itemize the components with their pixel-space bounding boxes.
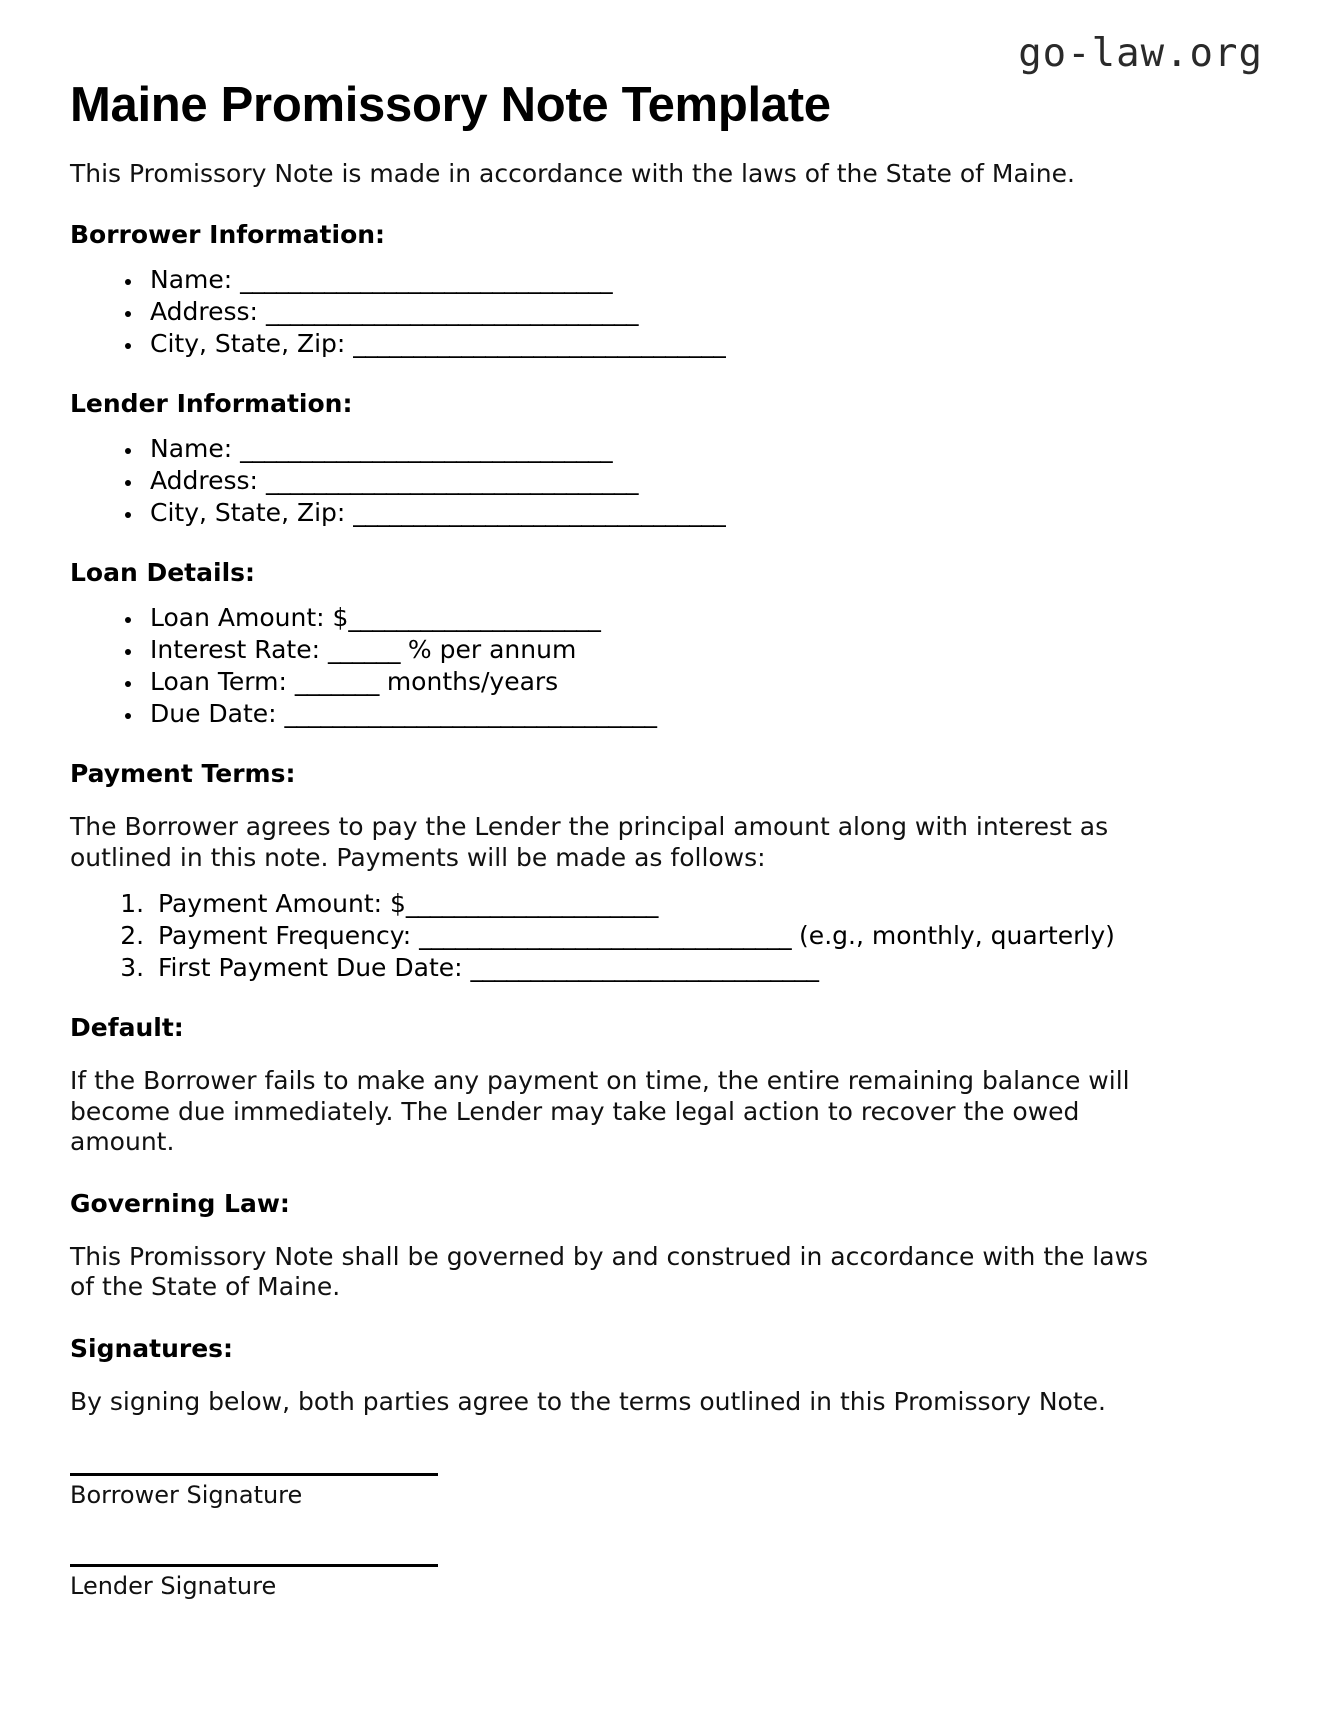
borrower-signature-label: Borrower Signature: [70, 1481, 303, 1510]
field-label: First Payment Due Date:: [158, 953, 471, 983]
fill-blank[interactable]: _______________________________: [265, 297, 638, 327]
list-item: [144, 667, 1263, 696]
field-label: Payment Frequency:: [158, 921, 420, 951]
fill-blank[interactable]: _____________________: [405, 889, 658, 919]
payment-terms-paragraph: The Borrower agrees to pay the Lender the principal amount along with interest as outlined in this note. Payments will be made as follows:: [70, 812, 1109, 872]
field-suffix: months/years: [378, 667, 559, 697]
list-item: [144, 603, 1263, 632]
field-label: Address:: [150, 297, 266, 327]
field-label: Due Date:: [150, 699, 285, 729]
section-heading-loan-details: Loan Details:: [70, 558, 256, 588]
list-item: [144, 297, 1263, 326]
section-heading-governing-law: Governing Law:: [70, 1188, 290, 1218]
fill-blank[interactable]: _______________________________: [353, 329, 726, 359]
lender-field-list: [70, 434, 1263, 527]
page-title: Maine Promissory Note Template: [70, 78, 831, 132]
fill-blank[interactable]: _______________________________: [240, 265, 613, 295]
borrower-field-list: [70, 265, 1263, 358]
field-label: City, State, Zip:: [150, 498, 354, 528]
list-item: [144, 699, 1263, 728]
section-heading-lender: Lender Information:: [70, 389, 353, 419]
fill-blank[interactable]: _______________________________: [284, 699, 657, 729]
fill-blank[interactable]: _______: [294, 667, 379, 697]
section-heading-default: Default:: [70, 1013, 184, 1043]
site-watermark: go-law.org: [1018, 31, 1263, 76]
field-label: Loan Amount: $: [150, 603, 349, 633]
section-heading-signatures: Signatures:: [70, 1333, 234, 1363]
list-item: [152, 921, 1263, 950]
list-item: [144, 434, 1263, 463]
borrower-signature-block: [70, 1473, 1263, 1511]
signatures-paragraph: By signing below, both parties agree to the terms outlined in this Promissory Note.: [70, 1386, 1106, 1416]
field-suffix: % per annum: [399, 635, 577, 665]
payment-terms-list: [70, 889, 1263, 982]
field-label: Name:: [150, 265, 241, 295]
field-label: Loan Term:: [150, 667, 295, 697]
lender-signature-label: Lender Signature: [70, 1571, 277, 1600]
list-item: [152, 953, 1263, 982]
field-suffix: (e.g., monthly, quarterly): [791, 921, 1115, 951]
fill-blank[interactable]: _______________________________: [353, 498, 726, 528]
list-item: [144, 635, 1263, 664]
intro-paragraph: This Promissory Note is made in accordance with the laws of the State of Maine.: [70, 158, 1075, 188]
loan-details-list: [70, 603, 1263, 728]
list-item: [144, 466, 1263, 495]
fill-blank[interactable]: _______________________________: [240, 434, 613, 464]
list-item: [144, 265, 1263, 294]
fill-blank[interactable]: _______________________________: [419, 921, 792, 951]
section-heading-payment-terms: Payment Terms:: [70, 759, 296, 789]
list-item: [144, 329, 1263, 358]
borrower-signature-line[interactable]: [70, 1473, 438, 1476]
field-label: Name:: [150, 434, 241, 464]
list-item: [144, 498, 1263, 527]
fill-blank[interactable]: _____________________: [348, 603, 601, 633]
field-label: Payment Amount: $: [158, 889, 406, 919]
fill-blank[interactable]: _____________________________: [470, 953, 819, 983]
default-paragraph: If the Borrower fails to make any payment on time, the entire remaining balance will become due immediately. The Lender may take legal action to recover the owed amount.: [70, 1066, 1130, 1157]
field-label: City, State, Zip:: [150, 329, 354, 359]
lender-signature-line[interactable]: [70, 1564, 438, 1567]
lender-signature-block: [70, 1564, 1263, 1602]
field-label: Address:: [150, 466, 266, 496]
fill-blank[interactable]: _______________________________: [265, 466, 638, 496]
list-item: [152, 889, 1263, 918]
field-label: Interest Rate:: [150, 635, 328, 665]
section-heading-borrower: Borrower Information:: [70, 220, 386, 250]
governing-law-paragraph: This Promissory Note shall be governed by and construed in accordance with the laws of the State of Maine.: [70, 1241, 1149, 1302]
fill-blank[interactable]: ______: [327, 635, 400, 665]
